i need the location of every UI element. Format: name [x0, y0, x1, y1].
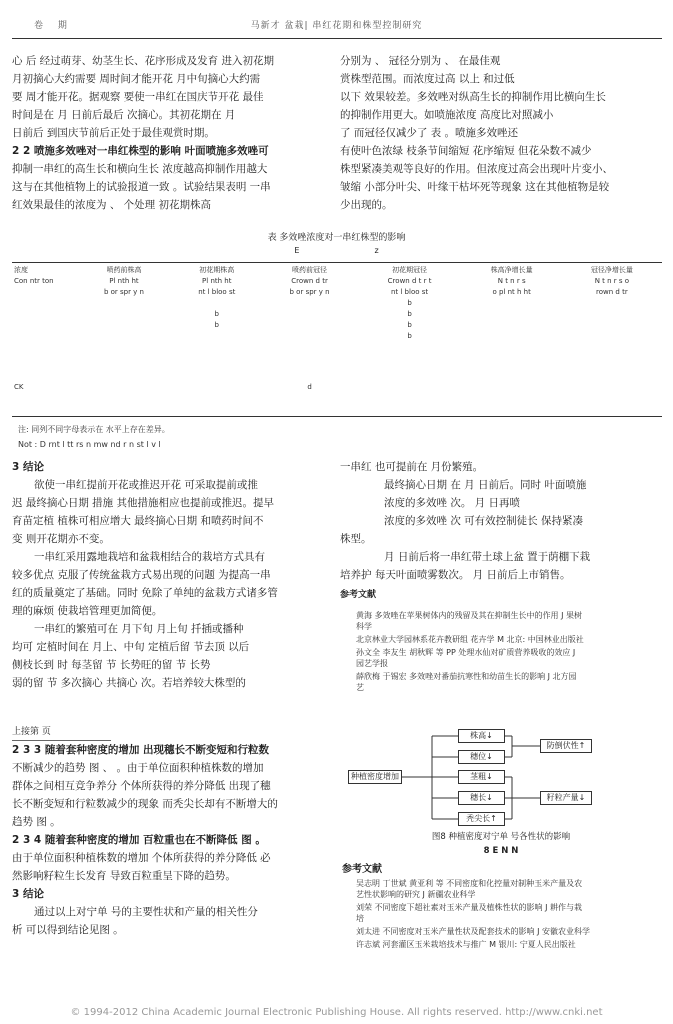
paragraph-line: 侧枝长到 时 每茎留 节 长势旺的留 节 长势	[12, 659, 211, 671]
table-col-header-en: b or spr y n	[103, 287, 144, 296]
paragraph-line: 赏株型范围。而浓度过高 以上 和过低	[340, 73, 515, 85]
table-col-header-en: N t n r s o	[594, 276, 630, 285]
table-col-header-en: Pl nth ht	[109, 276, 139, 285]
paragraph-line: 育苗定植 植株可相应增大 最终摘心日期 和喷药时间不	[12, 515, 264, 527]
figure8-caption-cn: 图8 种植密度对宁单 号各性状的影响	[431, 832, 571, 842]
table-col-header: 株高净增长量	[490, 265, 533, 274]
paragraph-line: 理的麻烦 使栽培管理更加简便。	[12, 605, 163, 617]
paragraph-line: 最终摘心日期 在 月 日前后。同时 叶面喷施	[384, 479, 587, 491]
reference-item: 黄海 多效唑在苹果树体内的残留及其在抑制生长中的作用 J 果树 科学	[356, 611, 582, 631]
top-right-column	[340, 52, 662, 214]
paragraph-line: 以下 效果较差。多效唑对纵高生长的抑制作用比横向生长	[340, 91, 606, 103]
caption-en-part: E	[294, 246, 300, 255]
paragraph-line: 弱的留 节 多次摘心 共摘心 次。若培养较大株型的	[12, 677, 246, 689]
paragraph-line: 2 3 3 随着套种密度的增加 出现穗长不断变短和行粒数	[12, 744, 270, 756]
paragraph-line: 长不断变短和行粒数减少的现象 而秃尖长却有不断增大的	[12, 798, 278, 810]
paragraph-line: 少出现的。	[340, 199, 393, 211]
paragraph-line: 一串红 也可提前在 月份繁殖。	[340, 461, 484, 473]
paragraph-line: 培养护 每天叶面喷雾数次。 月 日前后上市销售。	[340, 569, 571, 581]
paragraph-line: 迟 最终摘心日期 措施 其他措施相应也提前或推迟。提早	[12, 497, 275, 509]
paragraph-line: 群体之间相互竞争养分 个体所获得的养分降低 出现了穗	[12, 780, 271, 792]
table-col-header: 初花期冠径	[392, 265, 428, 274]
bottom-left-column	[12, 722, 332, 939]
paragraph-line: 一串红采用露地栽培和盆栽相结合的栽培方式具有	[34, 551, 265, 563]
paragraph-line: 皱缩 小部分叶尖、叶缘干枯坏死等现象 这在其他植物是较	[340, 181, 610, 193]
table-col-header-en: Crown d t r t	[387, 276, 432, 285]
trait-box: 穗长↓	[458, 791, 505, 805]
reference-item: 吴志明 丁世斌 黄亚利 等 不同密度和化控量对制种玉米产量及农 艺性状影响的研究 J 新疆农业科学	[356, 879, 583, 899]
references-heading-bottom: 参考文献	[342, 864, 382, 875]
table-col-header-en: b or spr y n	[289, 287, 330, 296]
paragraph-line: 趋势 图 。	[12, 816, 61, 828]
section-2-2-heading: 2 2 喷施多效唑对一串红株型的影响 叶面喷施多效唑可	[12, 145, 269, 157]
paragraph-line: 心 后 经过萌芽、幼茎生长、花序形成及发育 进入初花期	[12, 55, 275, 67]
table-col-header-en: N t n r s	[497, 276, 526, 285]
reference-item: 许志斌 河套灌区玉米栽培技术与推广 M 银川: 宁夏人民出版社	[356, 940, 576, 949]
paragraph-line: 这与在其他植物上的试验报道一致 。试验结果表明 一串	[12, 181, 271, 193]
paragraph-line: 通过以上对宁单 号的主要性状和产量的相关性分	[34, 906, 258, 918]
table-col-header-en: Crown d tr	[291, 276, 328, 285]
paragraph-line: 3 结论	[12, 888, 44, 900]
paragraph-line: 2 3 4 随着套种密度的增加 百粒重也在不断降低 图 。	[12, 834, 266, 846]
paragraph-line: 由于单位面积种植株数的增加 个体所获得的养分降低 必	[12, 852, 271, 864]
paragraph-line: 有使叶色浓绿 枝条节间缩短 花序缩短 但花朵数不减少	[340, 145, 592, 157]
table-col-header: 喷药前株高	[106, 265, 142, 274]
table-row-ck: CK d	[14, 382, 312, 391]
paragraph-line: 红效果最佳的浓度为 、 个处理 初花期株高	[12, 199, 212, 211]
conclusion-heading: 3 结论	[12, 461, 44, 473]
figure8-caption-en: 8 E N N	[483, 846, 519, 856]
table-col-header: 喷药前冠径	[292, 265, 328, 274]
table-row: b b	[214, 320, 412, 329]
paragraph-line: 一串红的繁殖可在 月下旬 月上旬 扦插或播种	[34, 623, 244, 635]
table-top-rule	[12, 262, 662, 263]
paragraph-line: 变 则开花期亦不变。	[12, 533, 110, 545]
conclusion-right-column	[340, 458, 662, 604]
volume-label: 卷 期	[34, 21, 73, 31]
paragraph-line: 浓度的多效唑 次 可有效控制徒长 保持紧凑	[384, 515, 584, 527]
references-list-top	[356, 610, 662, 695]
table-row: b b	[214, 309, 412, 318]
table-row-header-en: Con ntr ton	[14, 276, 54, 285]
density-source-box: 种植密度增加	[348, 770, 402, 784]
reference-item: 刘太进 不同密度对玉米产量性状及配套技术的影响 J 安徽农业科学	[356, 927, 590, 936]
reference-item: 薛欣梅 于锡宏 多效唑对番茄抗寒性和幼苗生长的影响 J 北方园 艺	[356, 672, 577, 692]
running-title: 马新才 盆栽| 串红花期和株型控制研究	[250, 21, 423, 31]
paragraph-line: 日前后 到国庆节前后正处于最佳观赏时期。	[12, 127, 215, 139]
trait-box: 秃尖长↑	[458, 812, 505, 826]
paragraph-line: 不断减少的趋势 图 、 。由于单位面积种植株数的增加	[12, 762, 264, 774]
paragraph-line: 株型紧凑美观等良好的作用。但浓度过高会出现叶片变小、	[340, 163, 613, 175]
trait-box: 株高↓	[458, 729, 505, 743]
paragraph-line: 了 而冠径仅减少了 表 。喷施多效唑还	[340, 127, 519, 139]
table-row: b	[407, 298, 412, 307]
paragraph-line: 欲使一串红提前开花或推迟开花 可采取提前或推	[34, 479, 258, 491]
continued-from: 上接第 页	[12, 724, 111, 741]
paragraph-line: 然影响籽粒生长发育 导致百粒重呈下降的趋势。	[12, 870, 236, 882]
reference-item: 孙文全 李友生 胡秋辉 等 PP 处理水仙对矿质营养吸收的效应 J 园艺学报	[356, 648, 576, 668]
paragraph-line: 较多优点 克服了传统盆栽方式易出现的问题 为提高一串	[12, 569, 271, 581]
paragraph-line: 的抑制作用更大。如喷施浓度 高度比对照减小	[340, 109, 554, 121]
top-left-column	[12, 52, 330, 214]
table1-notes	[18, 422, 170, 452]
paragraph-line: 抑制一串红的高生长和横向生长 浓度越高抑制作用越大	[12, 163, 268, 175]
paragraph-line: 析 可以得到结论见图 。	[12, 924, 124, 936]
paragraph-line: 分别为 、 冠径分别为 、 在最佳观	[340, 55, 501, 67]
paragraph-line: 要 周才能开花。据观察 要使一串红在国庆节开花 最佳	[12, 91, 264, 103]
table-note-cn: 注: 同列不同字母表示在 水平上存在差异。	[18, 425, 170, 434]
caption-en-part: z	[374, 246, 379, 255]
paragraph-line: 红的质量奠定了基础。同时 免除了单纯的盆栽方式诸多管	[12, 587, 278, 599]
result-box: 防倒伏性↑	[540, 739, 592, 753]
table-col-header-en: o pl nt h ht	[492, 287, 531, 296]
table-col-header-en: nt l bloo st	[198, 287, 236, 296]
header-rule	[12, 38, 662, 39]
figure8-caption	[340, 830, 662, 858]
paragraph-line: 月 日前后将一串红带土球上盆 置于荫棚下栽	[384, 551, 591, 563]
references-list-bottom	[356, 878, 662, 952]
table-col-header-en: Pl nth ht	[202, 276, 232, 285]
paragraph-line: 月初摘心大约需要 周时间才能开花 月中旬摘心大约需	[12, 73, 261, 85]
table-bottom-rule	[12, 416, 662, 417]
paragraph-line: 时间是在 月 日前后最后 次摘心。其初花期在 月	[12, 109, 236, 121]
trait-box: 穗位↓	[458, 750, 505, 764]
table-col-header-en: rown d tr	[596, 287, 628, 296]
references-heading: 参考文献	[340, 590, 377, 600]
table1-caption-en	[0, 246, 673, 255]
trait-box: 茎粗↓	[458, 770, 505, 784]
page-header	[0, 14, 673, 36]
paragraph-line: 浓度的多效唑 次。 月 日再喷	[384, 497, 521, 509]
reference-item: 刘荣 不同密度下超社素对玉米产量及植株性状的影响 J 耕作与栽 培	[356, 903, 582, 923]
table-row: b	[407, 331, 412, 340]
copyright-footer: © 1994-2012 China Academic Journal Electronic Publishing House. All rights reserved. http://www.cnki.net	[70, 1007, 603, 1018]
paragraph-line: 株型。	[340, 533, 372, 545]
table-col-header-en: nt l bloo st	[390, 287, 429, 296]
table1-caption: 表 多效唑浓度对一串红株型的影响	[267, 233, 406, 243]
table-row-header: 浓度	[14, 265, 28, 274]
table-col-header: 冠径净增长量	[590, 265, 633, 274]
paragraph-line: 均可 定植时间在 月上、中旬 定植后留 节去顶 以后	[12, 641, 250, 653]
figure8-diagram	[340, 722, 662, 827]
reference-item: 北京林业大学园林系花卉教研组 花卉学 M 北京: 中国林业出版社	[356, 635, 584, 644]
conclusion-left-column	[12, 458, 332, 692]
table-col-header: 初花期株高	[199, 265, 235, 274]
result-box: 籽粒产量↓	[540, 791, 592, 805]
table1	[12, 264, 662, 392]
table-note-en: Not : D rnt l tt rs n mw nd r n st l v l	[18, 440, 161, 449]
